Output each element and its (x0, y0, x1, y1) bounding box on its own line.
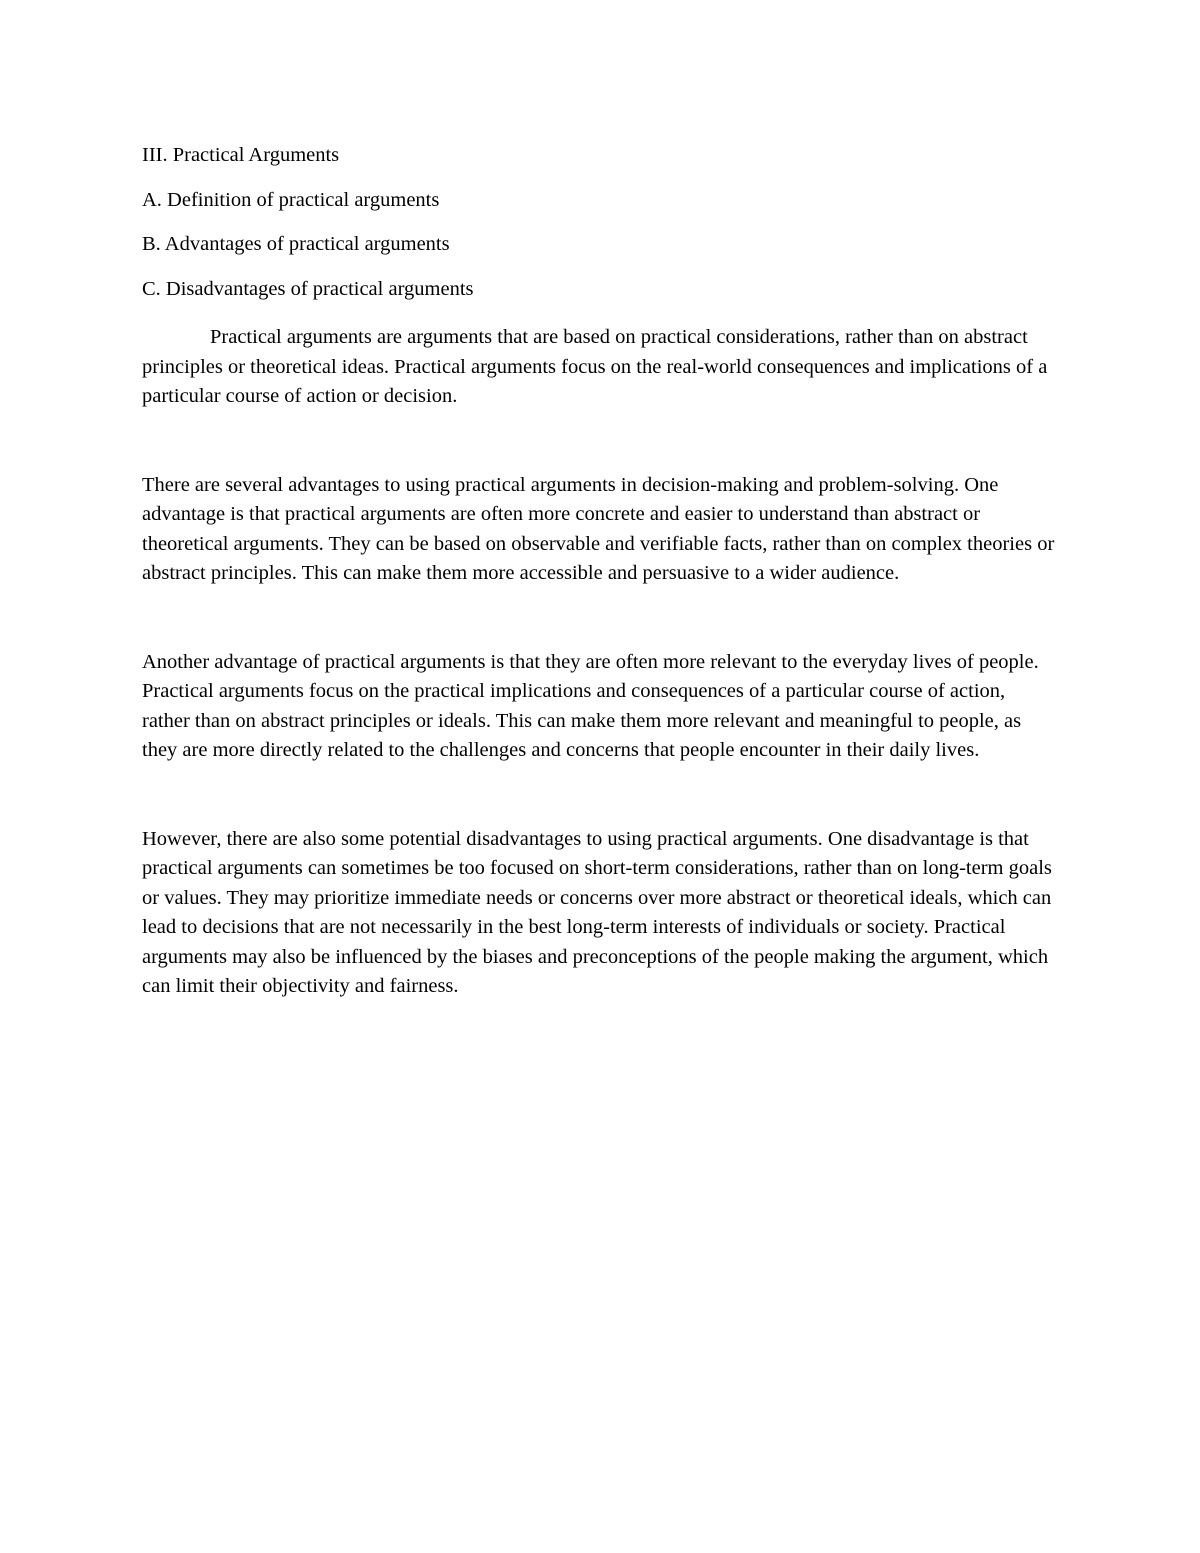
document-body (142, 141, 1058, 1002)
paragraph-disadvantages: However, there are also some potential disadvantages to using practical arguments. One disadvantage is that practical arguments can sometimes be too focused on short-term considerations, rather than on long-term goals or values. They may prioritize immediate needs or concerns over more abstract or theoretical ideals, which can lead to decisions that are not necessarily in the best long-term interests of individuals or society. Practical arguments may also be influenced by the biases and preconceptions of the people making the argument, which can limit their objectivity and fairness. (142, 827, 1052, 997)
paragraph-definition: Practical arguments are arguments that are based on practical considerations, rather than on abstract principles or theoretical ideas. Practical arguments focus on the real-world consequences and implications of a particular course of action or decision. (142, 326, 1048, 407)
outline-item-disadvantages: C. Disadvantages of practical arguments (142, 277, 474, 300)
outline-item-definition: A. Definition of practical arguments (142, 188, 440, 211)
outline-item-advantages: B. Advantages of practical arguments (142, 233, 450, 255)
paragraph-relevance: Another advantage of practical arguments is that they are often more relevant to the everyday lives of people. Practical arguments focus on the practical implications and consequences of a particular course of action, rather than on abstract principles or ideals. This can make them more relevant and meaningful to people, as they are more directly related to the challenges and concerns that people encounter in their daily lives. (142, 650, 1039, 761)
section-title: III. Practical Arguments (142, 144, 340, 166)
paragraph-advantages: There are several advantages to using practical arguments in decision-making and problem-solving. One advantage is that practical arguments are often more concrete and easier to understand than abstract or theoretical arguments. They can be based on observable and verifiable facts, rather than on complex theories or abstract principles. This can make them more accessible and persuasive to a wider audience. (142, 473, 1055, 584)
